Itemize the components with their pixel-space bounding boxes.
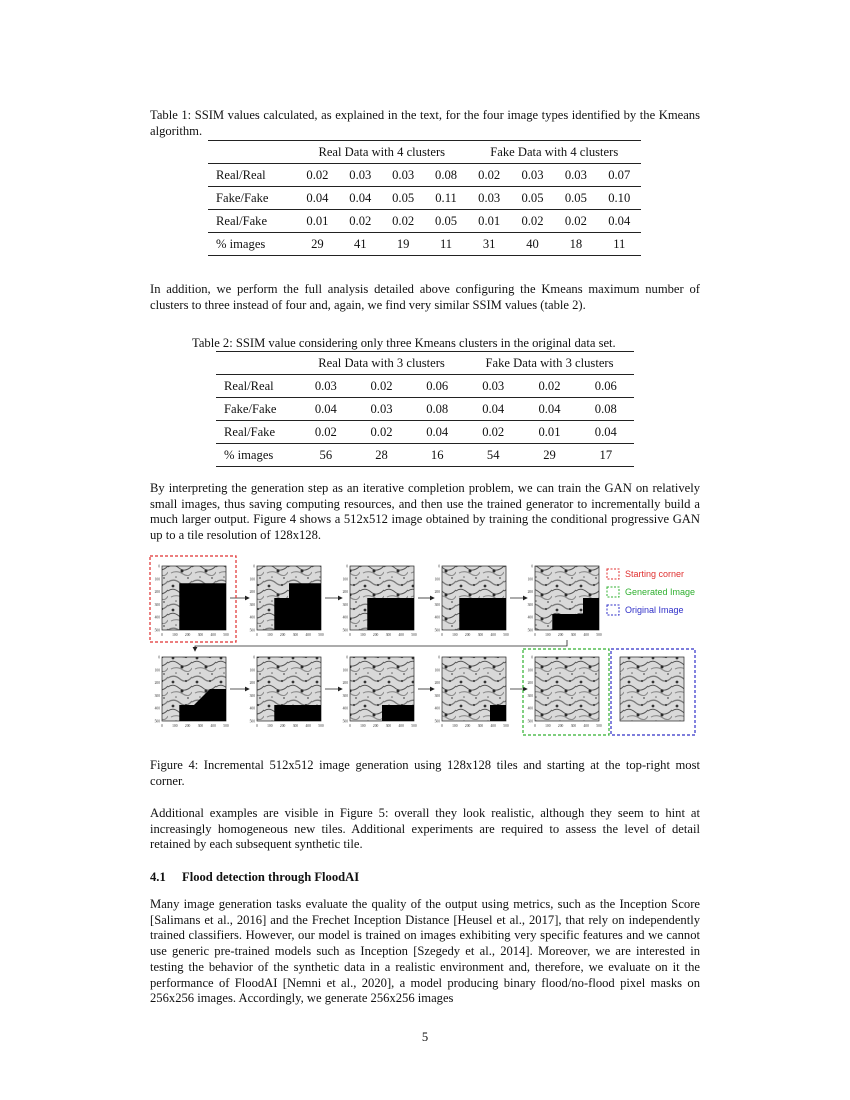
table1-group-real: Real Data with 4 clusters [296, 141, 468, 164]
axis-tick-label: 100 [434, 668, 440, 673]
table2-cell: 17 [578, 444, 634, 467]
table1-cell: 0.03 [468, 187, 511, 210]
table2-cell: 54 [465, 444, 521, 467]
table2-cell: 0.04 [409, 421, 465, 444]
axis-tick-label: 200 [249, 681, 255, 686]
axis-tick-label: 400 [305, 724, 311, 728]
table2-cell: 16 [409, 444, 465, 467]
axis-tick-label: 0 [441, 633, 443, 637]
axis-tick-label: 400 [249, 706, 255, 711]
table1-cell: 31 [468, 233, 511, 256]
table1-cell: 0.04 [296, 187, 339, 210]
axis-tick-label: 0 [534, 724, 536, 728]
page-number: 5 [421, 1030, 429, 1044]
axis-tick-label: 300 [385, 724, 392, 728]
axis-tick-label: 400 [342, 615, 348, 620]
axis-tick-label: 300 [249, 693, 255, 698]
axis-tick-label: 100 [172, 633, 178, 637]
axis-tick-label: 0 [158, 655, 160, 660]
table1-cell: 0.03 [382, 164, 425, 187]
axis-tick-label: 200 [249, 590, 255, 595]
table1-row [208, 210, 641, 233]
satellite-tile [350, 657, 414, 721]
missing-region-mask [367, 598, 414, 630]
axis-tick-label: 0 [161, 633, 163, 637]
table1-cell: 0.05 [382, 187, 425, 210]
table1 [208, 140, 641, 256]
table2-row-label: Real/Fake [216, 421, 298, 444]
axis-tick-label: 300 [154, 693, 160, 698]
axis-tick-label: 300 [477, 633, 484, 637]
table1-cell: 0.02 [468, 164, 511, 187]
axis-tick-label: 0 [438, 564, 440, 569]
axis-tick-label: 200 [184, 724, 191, 728]
missing-region-mask [382, 705, 414, 721]
axis-tick-label: 300 [385, 633, 392, 637]
axis-tick-label: 300 [249, 602, 255, 607]
table1-cell: 0.04 [598, 210, 641, 233]
axis-tick-label: 300 [292, 724, 299, 728]
axis-tick-label: 0 [438, 655, 440, 660]
missing-region-mask [274, 705, 321, 721]
axis-tick-label: 500 [527, 719, 533, 724]
axis-tick-label: 500 [154, 628, 160, 633]
axis-tick-label: 0 [349, 633, 351, 637]
paragraph-flood-detection: Many image generation tasks evaluate the quality of the output using metrics, such as the Inception Score [Salimans et al., 2016] and the Frechet Inception Distance [Heusel et al., 2017], that rely on independently trained classifiers. However, our model is trained on images exhibiting very specific features and we cannot use generic pre-trained models such as Inception [Szegedy et al., 2014]. Moreover, we are interested in testing the behavior of the synthetic data in a realistic environment and, therefore, we evaluate on it the performance of FloodAI [Nemni et al., 2020], a model producing binary flood/no-flood pixel masks on 256x256 images. Accordingly, we generate 256x256 images [150, 897, 700, 1006]
axis-tick-label: 100 [342, 668, 348, 673]
axis-tick-label: 0 [349, 724, 351, 728]
axis-tick-label: 500 [503, 724, 509, 728]
table1-cell: 0.05 [554, 187, 597, 210]
generated-image-frame [523, 649, 609, 735]
axis-tick-label: 200 [434, 590, 440, 595]
axis-tick-label: 400 [490, 724, 496, 728]
axis-tick-label: 0 [253, 564, 255, 569]
axis-tick-label: 400 [434, 706, 440, 711]
axis-tick-label: 100 [360, 633, 366, 637]
axis-tick-label: 400 [249, 615, 255, 620]
axis-tick-label: 100 [267, 724, 273, 728]
axis-tick-label: 100 [249, 668, 255, 673]
axis-tick-label: 200 [342, 590, 348, 595]
axis-tick-label: 100 [434, 577, 440, 582]
axis-tick-label: 0 [161, 724, 163, 728]
axis-tick-label: 100 [527, 577, 533, 582]
figure4-caption: Figure 4: Incremental 512x512 image generation using 128x128 tiles and starting at the top-right most corner. [150, 758, 700, 788]
axis-tick-label: 0 [346, 655, 348, 660]
table1-row-label: Real/Fake [208, 210, 296, 233]
table1-row [208, 233, 641, 256]
starting-corner-frame [150, 556, 236, 642]
axis-tick-label: 200 [372, 633, 379, 637]
axis-tick-label: 200 [154, 681, 160, 686]
axis-tick-label: 300 [434, 693, 440, 698]
axis-tick-label: 400 [398, 633, 404, 637]
axis-tick-label: 100 [452, 633, 458, 637]
table1-cell: 0.02 [296, 164, 339, 187]
axis-tick-label: 400 [305, 633, 311, 637]
table2-group-real: Real Data with 3 clusters [298, 352, 465, 375]
axis-tick-label: 400 [210, 724, 216, 728]
table1-cell: 41 [339, 233, 382, 256]
table1-row [208, 164, 641, 187]
table1-cell: 0.10 [598, 187, 641, 210]
table2-row-label: Fake/Fake [216, 398, 298, 421]
satellite-tile [535, 657, 599, 721]
table1-group-fake: Fake Data with 4 clusters [468, 141, 642, 164]
axis-tick-label: 200 [527, 590, 533, 595]
table2-cell: 0.03 [354, 398, 410, 421]
axis-tick-label: 500 [223, 633, 229, 637]
axis-tick-label: 0 [158, 564, 160, 569]
missing-region-mask [274, 583, 321, 630]
axis-tick-label: 300 [527, 693, 533, 698]
paragraph-iterative-completion: By interpreting the generation step as an iterative completion problem, we can train the GAN on relatively small images, thus saving computing resources, and then use the trained generator to incrementally build a much larger output. Figure 4 shows a 512x512 image obtained by training the conditional progressive GAN up to a tile resolution of 128x128. [150, 481, 700, 543]
satellite-tile [257, 657, 321, 721]
axis-tick-label: 100 [527, 668, 533, 673]
table1-cell: 0.01 [468, 210, 511, 233]
section-number: 4.1 [150, 870, 166, 884]
table2-cell: 0.04 [578, 421, 634, 444]
axis-tick-label: 500 [342, 628, 348, 633]
table1-cell: 0.01 [296, 210, 339, 233]
section-title: Flood detection through FloodAI [182, 870, 360, 884]
axis-tick-label: 200 [372, 724, 379, 728]
axis-tick-label: 300 [570, 633, 577, 637]
missing-region-mask [490, 705, 506, 721]
table2-row [216, 444, 634, 467]
axis-tick-label: 500 [342, 719, 348, 724]
axis-tick-label: 500 [223, 724, 229, 728]
table1-row-label: Fake/Fake [208, 187, 296, 210]
axis-tick-label: 0 [346, 564, 348, 569]
axis-tick-label: 300 [197, 633, 204, 637]
table1-cell: 11 [425, 233, 468, 256]
table2-cell: 0.04 [465, 398, 521, 421]
table2-cell: 29 [521, 444, 577, 467]
satellite-tile [442, 566, 506, 630]
table1-cell: 0.03 [511, 164, 554, 187]
axis-tick-label: 500 [411, 724, 417, 728]
table1-cell: 0.08 [425, 164, 468, 187]
table1-cell: 0.02 [554, 210, 597, 233]
axis-tick-label: 300 [154, 602, 160, 607]
axis-tick-label: 300 [342, 602, 348, 607]
axis-tick-label: 100 [360, 724, 366, 728]
paragraph-kmeans-three: In addition, we perform the full analysis detailed above configuring the Kmeans maximum number of clusters to three instead of four and, again, we find very similar SSIM values (table 2). [150, 282, 700, 312]
axis-tick-label: 100 [172, 724, 178, 728]
axis-tick-label: 100 [545, 633, 551, 637]
axis-tick-label: 500 [154, 719, 160, 724]
table2-row [216, 375, 634, 398]
axis-tick-label: 200 [557, 724, 564, 728]
table1-cell: 18 [554, 233, 597, 256]
legend-label: Starting corner [625, 569, 685, 579]
table1-row-label: % images [208, 233, 296, 256]
satellite-tile [162, 566, 226, 630]
table1-cell: 0.07 [598, 164, 641, 187]
axis-tick-label: 500 [596, 724, 602, 728]
axis-tick-label: 100 [267, 633, 273, 637]
paragraph-additional-examples: Additional examples are visible in Figure 5: overall they look realistic, although they seem to hint at increasingly homogeneous new tiles. Additional experiments are required to assess the level of detail retained by each subsequent synthetic tile. [150, 806, 700, 852]
axis-tick-label: 400 [154, 706, 160, 711]
table2-cell: 56 [298, 444, 354, 467]
table2-cell: 0.08 [409, 398, 465, 421]
axis-tick-label: 0 [256, 633, 258, 637]
table2-cell: 0.08 [578, 398, 634, 421]
axis-tick-label: 200 [184, 633, 191, 637]
table1-cell: 19 [382, 233, 425, 256]
table2-cell: 0.03 [465, 375, 521, 398]
axis-tick-label: 500 [318, 633, 324, 637]
axis-tick-label: 300 [292, 633, 299, 637]
table2-cell: 0.02 [354, 421, 410, 444]
missing-region-mask [552, 598, 599, 630]
axis-tick-label: 200 [557, 633, 564, 637]
axis-tick-label: 0 [256, 724, 258, 728]
axis-tick-label: 0 [253, 655, 255, 660]
table1-row [208, 187, 641, 210]
axis-tick-label: 100 [154, 668, 160, 673]
axis-tick-label: 100 [249, 577, 255, 582]
satellite-tile [535, 566, 599, 630]
satellite-tile [257, 566, 321, 630]
axis-tick-label: 400 [527, 615, 533, 620]
axis-tick-label: 400 [398, 724, 404, 728]
satellite-tile [442, 657, 506, 721]
table2 [216, 351, 634, 467]
table2-cell: 0.06 [409, 375, 465, 398]
axis-tick-label: 400 [154, 615, 160, 620]
axis-tick-label: 300 [342, 693, 348, 698]
axis-tick-label: 500 [503, 633, 509, 637]
table1-cell: 0.05 [511, 187, 554, 210]
table1-cell: 0.03 [554, 164, 597, 187]
section-heading [150, 870, 359, 885]
table1-caption: Table 1: SSIM values calculated, as explained in the text, for the four image types identified by the Kmeans algorithm. [150, 108, 700, 138]
axis-tick-label: 100 [545, 724, 551, 728]
table2-cell: 0.06 [578, 375, 634, 398]
axis-tick-label: 200 [154, 590, 160, 595]
axis-tick-label: 500 [249, 628, 255, 633]
axis-tick-label: 400 [583, 633, 589, 637]
axis-tick-label: 400 [434, 615, 440, 620]
table1-row-label: Real/Real [208, 164, 296, 187]
satellite-tile [620, 657, 684, 721]
table2-cell: 0.02 [521, 375, 577, 398]
axis-tick-label: 200 [342, 681, 348, 686]
axis-tick-label: 300 [477, 724, 484, 728]
axis-tick-label: 500 [318, 724, 324, 728]
table2-cell: 0.02 [354, 375, 410, 398]
axis-tick-label: 200 [464, 724, 471, 728]
satellite-tile [350, 566, 414, 630]
axis-tick-label: 500 [596, 633, 602, 637]
table2-row-label: Real/Real [216, 375, 298, 398]
axis-tick-label: 100 [342, 577, 348, 582]
table1-cell: 0.04 [339, 187, 382, 210]
axis-tick-label: 200 [527, 681, 533, 686]
table2-row [216, 398, 634, 421]
satellite-tile [162, 657, 226, 721]
table1-cell: 0.05 [425, 210, 468, 233]
missing-region-mask [179, 689, 226, 721]
axis-tick-label: 400 [210, 633, 216, 637]
table1-cell: 0.11 [425, 187, 468, 210]
axis-tick-label: 200 [279, 724, 286, 728]
axis-tick-label: 300 [197, 724, 204, 728]
table2-cell: 0.04 [298, 398, 354, 421]
legend-swatch [607, 605, 619, 615]
original-image-frame [611, 649, 695, 735]
axis-tick-label: 400 [490, 633, 496, 637]
table1-cell: 0.03 [339, 164, 382, 187]
axis-tick-label: 300 [570, 724, 577, 728]
legend-swatch [607, 569, 619, 579]
legend-swatch [607, 587, 619, 597]
table1-cell: 40 [511, 233, 554, 256]
axis-tick-label: 400 [527, 706, 533, 711]
axis-tick-label: 400 [583, 724, 589, 728]
table2-cell: 0.02 [465, 421, 521, 444]
missing-region-mask [179, 583, 226, 630]
axis-tick-label: 500 [249, 719, 255, 724]
axis-tick-label: 0 [531, 655, 533, 660]
axis-tick-label: 200 [434, 681, 440, 686]
table2-cell: 28 [354, 444, 410, 467]
table2-row [216, 421, 634, 444]
axis-tick-label: 0 [534, 633, 536, 637]
table2-cell: 0.03 [298, 375, 354, 398]
axis-tick-label: 100 [154, 577, 160, 582]
axis-tick-label: 300 [527, 602, 533, 607]
table1-cell: 0.02 [382, 210, 425, 233]
table2-row-label: % images [216, 444, 298, 467]
axis-tick-label: 200 [464, 633, 471, 637]
axis-tick-label: 300 [434, 602, 440, 607]
table2-cell: 0.01 [521, 421, 577, 444]
table2-caption: Table 2: SSIM value considering only three Kmeans clusters in the original data set. [192, 336, 616, 350]
axis-tick-label: 500 [434, 628, 440, 633]
axis-tick-label: 0 [531, 564, 533, 569]
table2-cell: 0.02 [298, 421, 354, 444]
table2-cell: 0.04 [521, 398, 577, 421]
axis-tick-label: 500 [527, 628, 533, 633]
table1-cell: 0.02 [511, 210, 554, 233]
wrap-arrow [195, 640, 567, 651]
missing-region-mask [459, 598, 506, 630]
axis-tick-label: 200 [279, 633, 286, 637]
legend-label: Generated Image [625, 587, 696, 597]
axis-tick-label: 100 [452, 724, 458, 728]
table1-cell: 29 [296, 233, 339, 256]
axis-tick-label: 500 [411, 633, 417, 637]
table1-cell: 0.02 [339, 210, 382, 233]
table2-group-fake: Fake Data with 3 clusters [465, 352, 634, 375]
axis-tick-label: 500 [434, 719, 440, 724]
axis-tick-label: 0 [441, 724, 443, 728]
legend-label: Original Image [625, 605, 684, 615]
axis-tick-label: 400 [342, 706, 348, 711]
table1-cell: 11 [598, 233, 641, 256]
